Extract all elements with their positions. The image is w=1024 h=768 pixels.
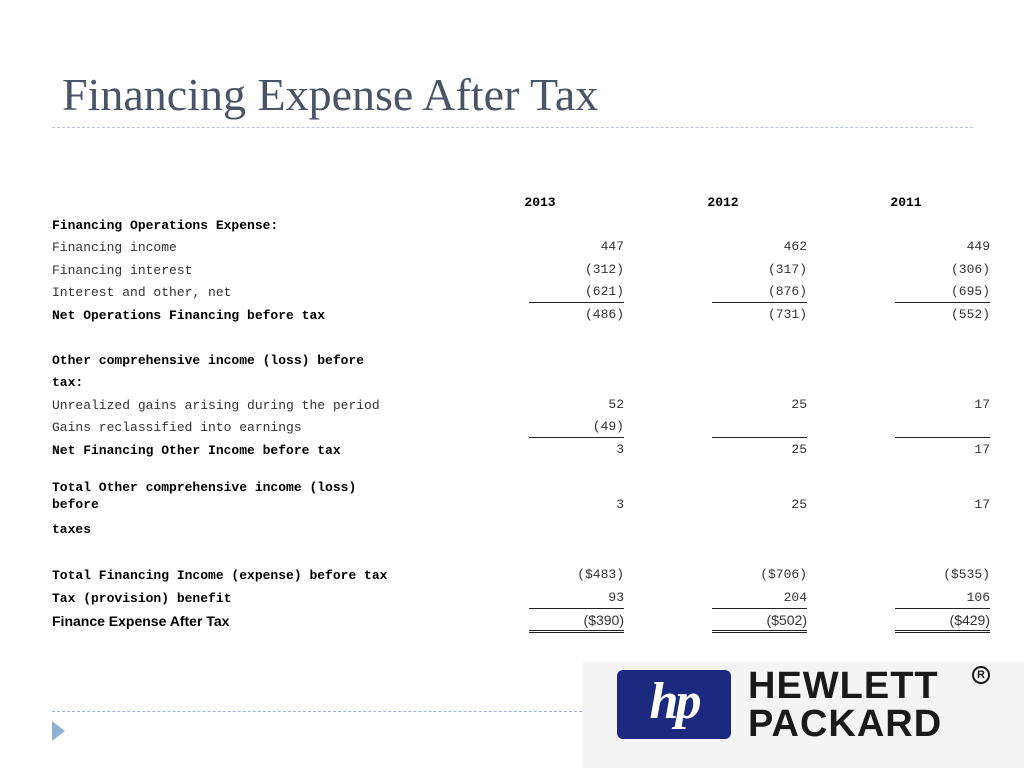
value-2012: 204 [712, 588, 807, 609]
table-row [52, 417, 992, 440]
row-label: Financing income [52, 240, 177, 256]
table-row [52, 260, 992, 283]
row-label: Net Financing Other Income before tax [52, 442, 341, 458]
value-2012: ($706) [760, 567, 807, 583]
table-row [52, 588, 992, 611]
slide-title: Financing Expense After Tax [62, 69, 599, 120]
value-2013: (486) [584, 306, 624, 322]
value-2011: ($429) [895, 610, 990, 633]
row-label: Total Financing Income (expense) before tax [52, 568, 388, 584]
value-2012: (731) [767, 306, 807, 322]
row-label: Finance Expense After Tax [52, 613, 230, 630]
value-2013: 52 [608, 396, 624, 412]
financing-table [52, 192, 992, 633]
value-2011: 17 [974, 496, 990, 512]
table-row [52, 237, 992, 260]
total-row [52, 565, 992, 588]
row-label: taxes [52, 521, 92, 537]
row-label: Interest and other, net [52, 285, 232, 301]
section-heading-oci-cont [52, 372, 992, 395]
row-label: tax: [52, 375, 84, 391]
spacer [52, 328, 992, 350]
hewlett-packard-logo [583, 662, 1024, 768]
value-2013: ($483) [577, 567, 624, 583]
year-header-2011: 2011 [890, 195, 922, 210]
total-oci-row-cont [52, 496, 992, 519]
logo-word-hewlett: HEWLETT [748, 665, 939, 707]
table-row [52, 395, 992, 418]
value-2012: (876) [712, 282, 807, 303]
value-2012: 25 [791, 396, 807, 412]
value-2011: (552) [950, 306, 990, 322]
hp-mark: hp [617, 670, 731, 739]
value-2012: 25 [791, 441, 807, 457]
value-2011: ($535) [943, 567, 990, 583]
subtotal-row [52, 305, 992, 328]
row-label: before [52, 496, 99, 512]
row-label: Tax (provision) benefit [52, 590, 232, 606]
registered-mark-icon: R [972, 666, 990, 684]
subtotal-row [52, 440, 992, 463]
value-2012: 25 [791, 496, 807, 512]
value-2011: (695) [895, 282, 990, 303]
spacer [52, 463, 992, 479]
total-oci-row-cont2 [52, 519, 992, 542]
row-label: Net Operations Financing before tax [52, 307, 326, 323]
row-label: Other comprehensive income (loss) before [52, 352, 365, 368]
row-label: Financing interest [52, 262, 193, 278]
value-2013: (49) [529, 417, 624, 438]
value-2011: 106 [895, 588, 990, 609]
value-2011: (306) [950, 261, 990, 277]
row-label: Financing Operations Expense: [52, 217, 279, 233]
header-row [52, 192, 992, 215]
value-2013: 3 [616, 496, 624, 512]
year-header-2012: 2012 [707, 195, 739, 210]
value-2013: (621) [529, 282, 624, 303]
spacer [52, 541, 992, 565]
section-heading-oci [52, 350, 992, 373]
value-2013: 447 [600, 239, 624, 255]
row-label: Total Other comprehensive income (loss) [52, 479, 357, 495]
grand-total-row [52, 610, 992, 633]
logo-word-packard: PACKARD [748, 703, 943, 745]
value-2011 [895, 417, 990, 438]
year-header-2013: 2013 [524, 195, 556, 210]
footer-divider [52, 711, 582, 712]
value-2013: ($390) [529, 610, 624, 633]
value-2011: 449 [966, 239, 990, 255]
row-label: Gains reclassified into earnings [52, 420, 302, 436]
value-2013: (312) [584, 261, 624, 277]
value-2012: 462 [783, 239, 807, 255]
triangle-bullet-icon [52, 721, 65, 741]
value-2012 [712, 417, 807, 438]
section-heading-operations [52, 215, 992, 238]
value-2011: 17 [974, 441, 990, 457]
row-label: Unrealized gains arising during the period [52, 397, 380, 413]
title-divider [52, 127, 973, 128]
value-2013: 3 [616, 441, 624, 457]
value-2011: 17 [974, 396, 990, 412]
total-oci-row [52, 479, 992, 496]
value-2012: (317) [767, 261, 807, 277]
value-2012: ($502) [712, 610, 807, 633]
table-row [52, 282, 992, 305]
value-2013: 93 [529, 588, 624, 609]
